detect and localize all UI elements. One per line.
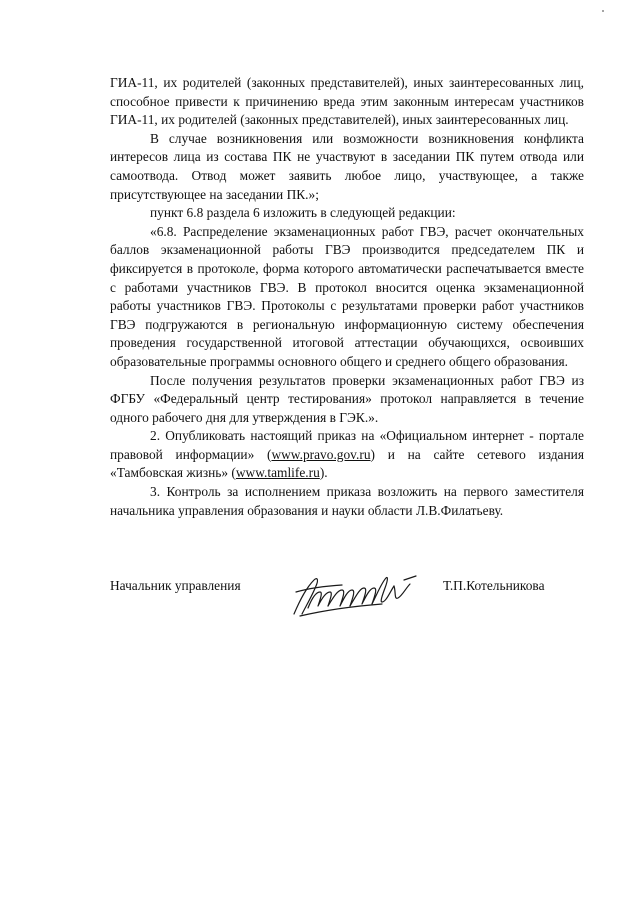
paragraph-control: 3. Контроль за исполнением приказа возложить на первого заместителя начальника управления образования и науки области Л.В.Филатьеву.: [110, 484, 584, 518]
publication-text-end: ).: [319, 465, 328, 481]
signatory-title: Начальник управления: [110, 578, 241, 593]
document-body: [110, 74, 584, 520]
pravo-gov-link[interactable]: www.pravo.gov.ru: [271, 446, 371, 462]
paragraph-publication: [110, 427, 584, 483]
publication-text-start: 2. Опубликовать настоящий приказ на «Официальном интернет - портале правовой информации» (: [110, 428, 584, 462]
paragraph-conflict-of-interest: В случае возникновения или возможности возникновения конфликта интересов лица из состава ПК не участвуют в заседании ПК путем отвода или самоотвода. Отвод может заявить любое лицо, участвующее, а также присутствующее на заседании ПК.»;: [110, 130, 584, 202]
handwritten-signature: [286, 570, 422, 618]
signatory-name: Т.П.Котельникова: [443, 578, 545, 593]
tamlife-link[interactable]: www.tamlife.ru: [235, 465, 320, 481]
signature-block: [110, 570, 584, 620]
paragraph-results-protocol: После получения результатов проверки экзаменационных работ ГВЭ из ФГБУ «Федеральный центр тестирования» протокол направляется в течение одного рабочего дня для утверждения в ГЭК.».: [110, 372, 584, 425]
paragraph-gia-continuation: ГИА-11, их родителей (законных представителей), иных заинтересованных лиц, способное привести к причинению вреда этим законным интересам участников ГИА-11, их родителей (законных представителей), иных заинтересованных лиц.: [110, 75, 584, 128]
scan-speck: [602, 10, 604, 12]
paragraph-clause-6-8-text: «6.8. Распределение экзаменационных работ ГВЭ, расчет окончательных баллов экзаменационной работы ГВЭ производится председателем ПК и фиксируется в протоколе, форма которого автоматически распечатывается вместе с работами участников ГВЭ. В протокол вносится оценка экзаменационной работы участников ГВЭ. Протоколы с результатами проверки работ участников ГВЭ подгружаются в региональную информационную систему обеспечения проведения государственной итоговой аттестации обучающихся, освоивших образовательные программы основного общего и среднего общего образования.: [110, 223, 584, 369]
publication-text-middle: ) и на сайте сетевого издания «Тамбовская жизнь» (: [110, 446, 584, 481]
paragraph-clause-6-8-intro: пункт 6.8 раздела 6 изложить в следующей редакции:: [150, 205, 456, 221]
